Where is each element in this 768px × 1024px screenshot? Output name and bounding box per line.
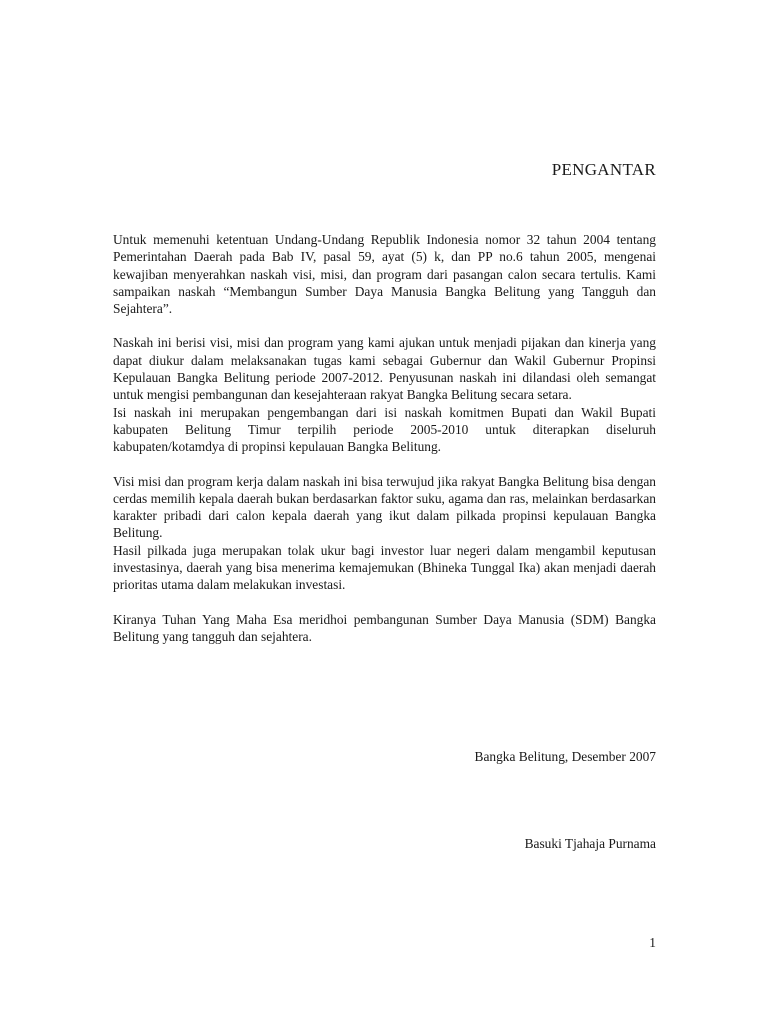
signer-name: Basuki Tjahaja Purnama xyxy=(524,836,656,851)
paragraph-development: Isi naskah ini merupakan pengembangan dari isi naskah komitmen Bupati dan Wakil Bupati kabupaten Belitung Timur terpilih periode 2005-2010 untuk diterapkan diseluruh kabupaten/kotamdya di propinsi kepulauan Bangka Belitung. xyxy=(113,404,656,455)
paragraph-vision-mission: Naskah ini berisi visi, misi dan program yang kami ajukan untuk menjadi pijakan dan kinerja yang dapat diukur dalam melaksanakan tugas kami sebagai Gubernur dan Wakil Gubernur Propinsi Kepulauan Bangka Belitung periode 2007-2012. Penyusunan naskah ini dilandasi oleh semangat untuk mengisi pembangunan dan kesejahteraan rakyat Bangka Belitung secara setara. xyxy=(113,335,656,403)
page-title: PENGANTAR xyxy=(551,160,656,179)
paragraph-realization: Visi misi dan program kerja dalam naskah ini bisa terwujud jika rakyat Bangka Belitung bisa dengan cerdas memilih kepala daerah bukan berdasarkan faktor suku, agama dan ras, melainkan berdasarkan karakter pribadi dari calon kepala daerah yang ikut dalam pilkada propinsi kepulauan Bangka Belitung. xyxy=(113,473,656,541)
paragraph-spacer xyxy=(113,317,656,334)
page-number: 1 xyxy=(649,935,656,950)
paragraph-spacer xyxy=(113,594,656,611)
document-body xyxy=(113,231,656,645)
paragraph-closing: Kiranya Tuhan Yang Maha Esa meridhoi pembangunan Sumber Daya Manusia (SDM) Bangka Belitung yang tangguh dan sejahtera. xyxy=(113,611,656,644)
place-date: Bangka Belitung, Desember 2007 xyxy=(474,749,656,764)
paragraph-spacer xyxy=(113,456,656,473)
paragraph-legal-basis: Untuk memenuhi ketentuan Undang-Undang Republik Indonesia nomor 32 tahun 2004 tentang Pemerintahan Daerah pada Bab IV, pasal 59, ayat (5) k, dan PP no.6 tahun 2005, mengenai kewajiban menyerahkan naskah visi, misi, dan program dari pasangan calon secara tertulis. Kami sampaikan naskah “Membangun Sumber Daya Manusia Bangka Belitung yang Tangguh dan Sejahtera”. xyxy=(113,232,656,317)
paragraph-investment: Hasil pilkada juga merupakan tolak ukur bagi investor luar negeri dalam mengambil keputusan investasinya, daerah yang bisa menerima kemajemukan (Bhineka Tunggal Ika) akan menjadi daerah prioritas utama dalam melakukan investasi. xyxy=(113,542,656,593)
